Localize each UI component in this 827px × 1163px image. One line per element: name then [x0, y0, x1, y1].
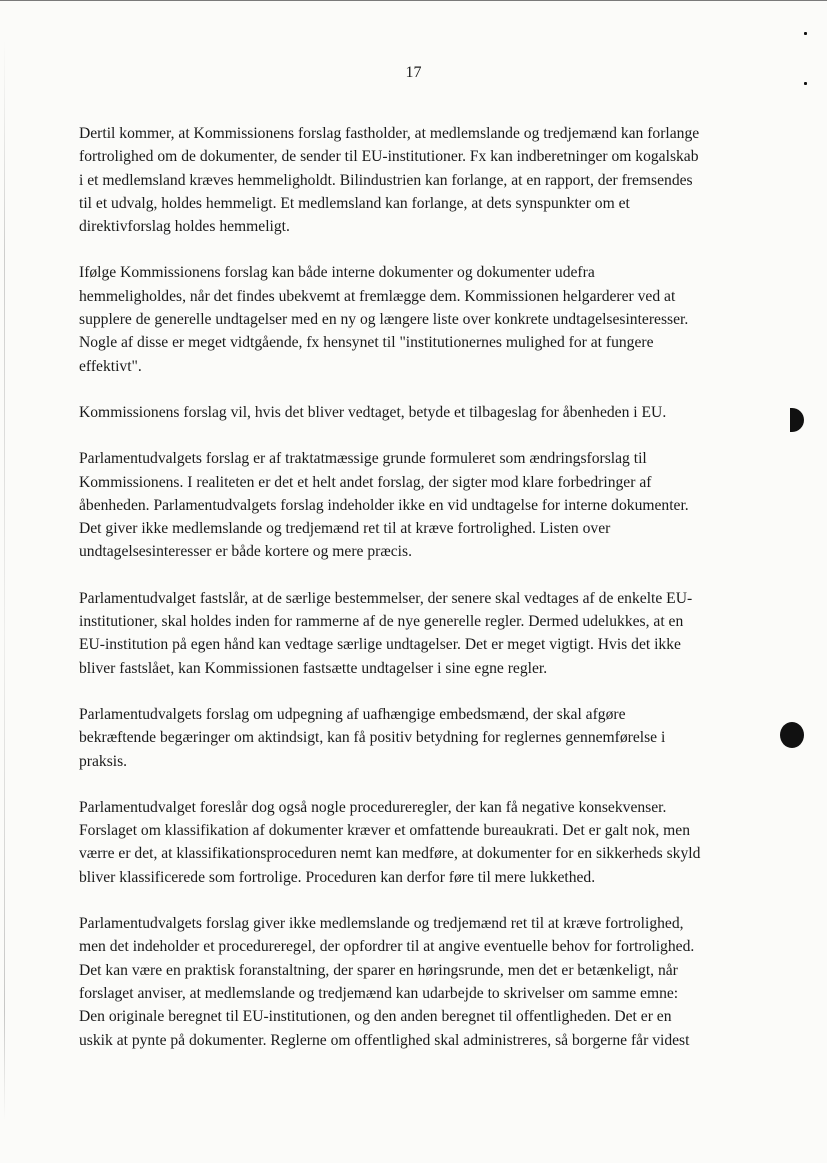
- text-line: Det giver ikke medlemslande og tredjemænd ret til at kræve fortrolighed. Listen over: [79, 520, 611, 538]
- text-line: men det indeholder et procedureregel, der opfordrer til at angive eventuelle behov for fortrolighed.: [79, 938, 695, 956]
- text-line: Parlamentudvalget foreslår dog også nogle procedureregler, der kan få negative konsekvenser.: [79, 798, 667, 816]
- paragraph-5: [79, 587, 759, 680]
- text-line: Kommissionens forslag vil, hvis det bliver vedtaget, betyde et tilbageslag for åbenheden i EU.: [79, 403, 667, 421]
- scan-left-edge: [4, 40, 5, 1120]
- paragraph-1: [79, 122, 759, 238]
- scan-speck: [804, 32, 807, 35]
- text-line: Parlamentudvalgets forslag om udpegning af uafhængige embedsmænd, der skal afgøre: [79, 705, 626, 723]
- text-line: institutioner, skal holdes inden for rammerne af de nye generelle regler. Dermed udelukkes, at en: [79, 613, 684, 631]
- text-line: åbenheden. Parlamentudvalgets forslag indeholder ikke en vid undtagelse for interne dokumenter.: [79, 496, 689, 514]
- paragraph-7: [79, 796, 759, 889]
- document-body: [79, 122, 759, 1075]
- text-line: til et udvalg, holdes hemmeligt. Et medlemsland kan forlange, at dets synspunkter om et: [79, 194, 630, 212]
- text-line: Nogle af disse er meget vidtgående, fx hensynet til "institutionernes mulighed for at fungere: [79, 334, 654, 352]
- text-line: bekræftende begæringer om aktindsigt, kan få positiv betydning for reglernes gennemførelse i: [79, 729, 666, 747]
- text-line: Forslaget om klassifikation af dokumenter kræver et omfattende bureaukrati. Det er galt nok, men: [79, 822, 691, 840]
- text-line: EU-institution på egen hånd kan vedtage særlige undtagelser. Det er meget vigtigt. Hvis det ikke: [79, 636, 681, 654]
- paragraph-4: [79, 447, 759, 563]
- text-line: bliver klassificerede som fortrolige. Proceduren kan derfor føre til mere lukkethed.: [79, 868, 596, 886]
- text-line: Parlamentudvalget fastslår, at de særlige bestemmelser, der senere skal vedtages af de enkelte EU-: [79, 589, 693, 607]
- text-line: værre er det, at klassifikationsproceduren nemt kan medføre, at dokumenter for en sikkerheds skyld: [79, 845, 701, 863]
- text-line: praksis.: [79, 752, 128, 770]
- text-line: direktivforslag holdes hemmeligt.: [79, 218, 290, 236]
- text-line: Ifølge Kommissionens forslag kan både interne dokumenter og dokumenter udefra: [79, 264, 595, 282]
- text-line: hemmeligholdes, når det findes ubekvemt at fremlægge dem. Kommissionen helgarderer ved at: [79, 287, 676, 305]
- text-line: i et medlemsland kræves hemmeligholdt. Bilindustrien kan forlange, at en rapport, der fremsendes: [79, 171, 693, 189]
- paragraph-2: [79, 261, 759, 377]
- text-line: bliver fastslået, kan Kommissionen fastsætte undtagelser i sine egne regler.: [79, 659, 548, 677]
- text-line: supplere de generelle undtagelser med en ny og længere liste over konkrete undtagelsesinteresser.: [79, 311, 689, 329]
- text-line: Kommissionens. I realiteten er det et helt andet forslag, der sigter mod klare forbedringer af: [79, 473, 652, 491]
- text-line: Det kan være en praktisk foranstaltning, der sparer en høringsrunde, men det er betænkeligt, når: [79, 961, 678, 979]
- paragraph-3: [79, 401, 759, 424]
- text-line: Parlamentudvalgets forslag er af traktatmæssige grunde formuleret som ændringsforslag til: [79, 450, 647, 468]
- text-line: fortrolighed om de dokumenter, de sender til EU-institutioner. Fx kan indberetninger om kogalskab: [79, 148, 699, 166]
- paragraph-6: [79, 703, 759, 773]
- page-number: 17: [405, 64, 422, 81]
- paragraph-8: [79, 912, 759, 1052]
- text-line: forslaget anviser, at medlemslande og tredjemænd kan udarbejde to skrivelser om samme emne:: [79, 984, 679, 1002]
- scan-top-edge: [0, 0, 827, 1]
- text-line: effektivt".: [79, 357, 142, 375]
- text-line: Dertil kommer, at Kommissionens forslag fastholder, at medlemslande og tredjemænd kan forlange: [79, 125, 700, 142]
- text-line: Parlamentudvalgets forslag giver ikke medlemslande og tredjemænd ret til at kræve fortrolighed,: [79, 915, 684, 933]
- scan-speck: [804, 82, 807, 85]
- text-line: uskik at pynte på dokumenter. Reglerne om offentlighed skal administreres, så borgerne får videst: [79, 1031, 690, 1049]
- text-line: Den originale beregnet til EU-institutionen, og den anden beregnet til offentligheden. Det er en: [79, 1008, 672, 1026]
- punch-hole-mark: [790, 408, 804, 432]
- punch-hole-mark: [780, 722, 804, 748]
- text-line: undtagelsesinteresser er både kortere og mere præcis.: [79, 543, 412, 561]
